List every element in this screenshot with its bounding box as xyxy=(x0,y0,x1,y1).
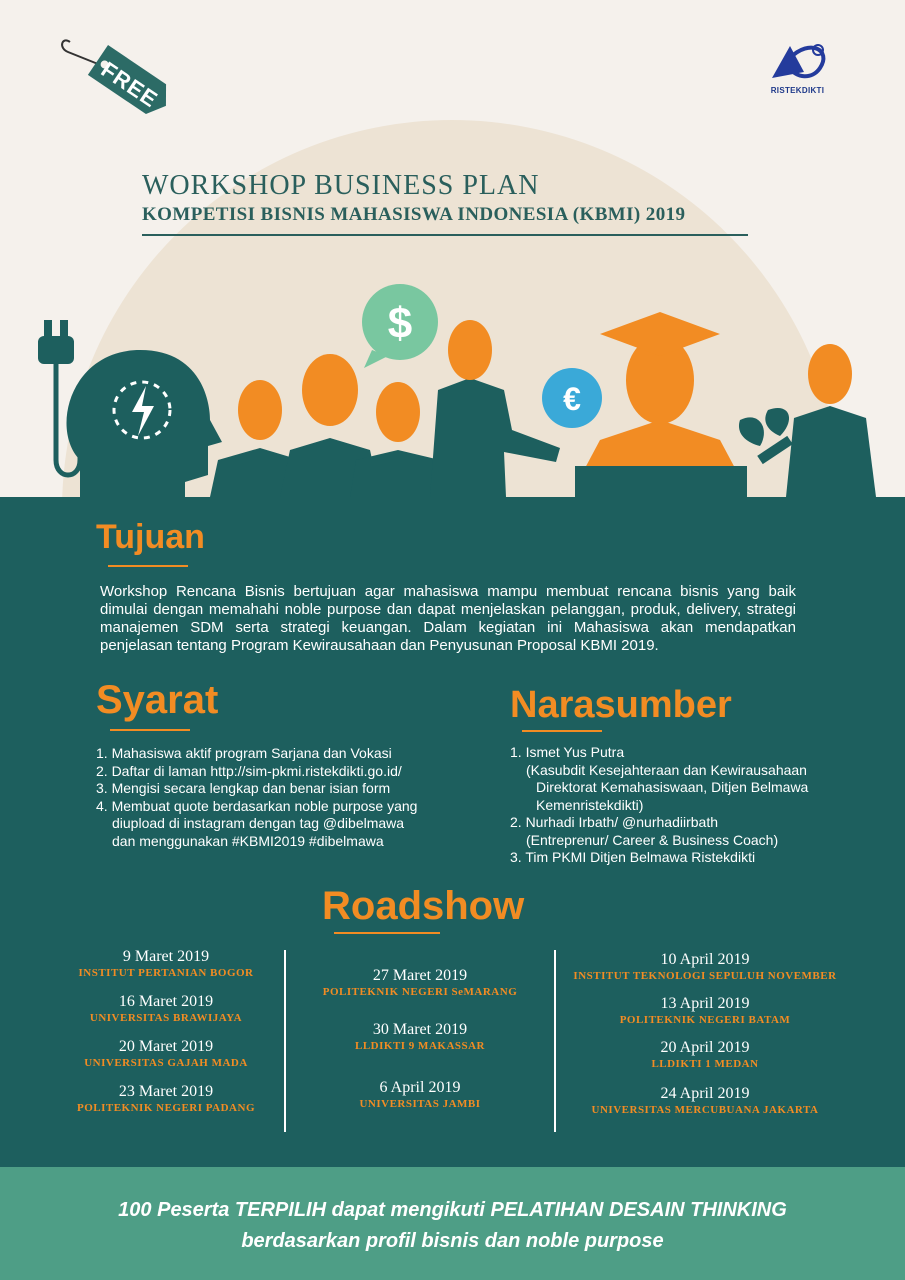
narasumber-item: (Kasubdit Kesejahteraan dan Kewirausahaan xyxy=(526,761,807,778)
syarat-item: 1. Mahasiswa aktif program Sarjana dan Vokasi xyxy=(96,745,392,761)
narasumber-heading: Narasumber xyxy=(510,684,732,726)
roadshow-date: 9 Maret 2019 xyxy=(122,948,210,965)
syarat-item: diupload di instagram dengan tag @dibelmawa xyxy=(112,815,405,831)
tujuan-text: Workshop Rencana Bisnis bertujuan agar mahasiswa mampu membuat rencana bisnis yang baik dimulai dengan memahahi noble purpose dan dapat menjelaskan pelanggan, produk, delivery, strategi manajemen SDM serta strategi keuangan. Dalam kegiatan ini Mahasiswa akan mendapatkan penjelasan tentang Program Kewirausahaan dan Penyusunan Proposal KBMI 2019. xyxy=(100,583,796,654)
syarat-heading: Syarat xyxy=(96,678,219,722)
narasumber-item: 1. Ismet Yus Putra xyxy=(510,744,625,760)
narasumber-item: Direktorat Kemahasiswaan, Ditjen Belmawa xyxy=(536,779,809,795)
roadshow-place: LLDIKTI 9 MAKASSAR xyxy=(354,1040,486,1052)
narasumber-underline xyxy=(522,730,602,732)
roadshow-entry xyxy=(570,1085,840,1130)
roadshow-entry xyxy=(56,1038,276,1083)
roadshow-entry xyxy=(300,1021,540,1079)
tujuan-heading: Tujuan xyxy=(96,518,205,556)
business-people-illustration xyxy=(0,270,905,497)
roadshow-entry xyxy=(570,995,840,1039)
dollar-symbol: $ xyxy=(387,299,413,348)
page-subtitle: KOMPETISI BISNIS MAHASISWA INDONESIA (KBMI) 2019 xyxy=(142,204,686,225)
roadshow-date: 23 Maret 2019 xyxy=(118,1083,214,1100)
footer-line-2: berdasarkan profil bisnis dan noble purpose xyxy=(241,1230,664,1252)
roadshow-date: 13 April 2019 xyxy=(660,995,750,1012)
roadshow-date: 24 April 2019 xyxy=(660,1085,750,1102)
page-title: WORKSHOP BUSINESS PLAN xyxy=(142,170,540,201)
roadshow-entry xyxy=(570,951,840,995)
roadshow-entry xyxy=(56,948,276,993)
narasumber-item: 2. Nurhadi Irbath/ @nurhadiirbath xyxy=(510,814,718,830)
roadshow-entry xyxy=(300,967,540,1021)
footer-line-1: 100 Peserta TERPILIH dapat mengikuti PELATIHAN DESAIN THINKING xyxy=(118,1199,787,1221)
roadshow-entry xyxy=(56,1083,276,1128)
roadshow-date: 16 Maret 2019 xyxy=(118,993,214,1010)
roadshow-date: 27 Maret 2019 xyxy=(372,967,468,984)
roadshow-divider xyxy=(284,950,286,1132)
roadshow-entry xyxy=(56,993,276,1038)
roadshow-column-1 xyxy=(56,948,276,1128)
syarat-underline xyxy=(110,729,190,731)
logo-text: RISTEKDIKTI xyxy=(770,86,825,95)
roadshow-column-2 xyxy=(300,967,540,1124)
roadshow-date: 20 Maret 2019 xyxy=(118,1038,214,1055)
header-area xyxy=(0,0,905,497)
roadshow-date: 10 April 2019 xyxy=(660,951,750,968)
roadshow-place: UNIVERSITAS MERCUBUANA JAKARTA xyxy=(591,1104,819,1116)
roadshow-place: UNIVERSITAS GAJAH MADA xyxy=(84,1057,248,1069)
roadshow-column-3 xyxy=(570,951,840,1130)
roadshow-place: INSTITUT PERTANIAN BOGOR xyxy=(78,967,254,979)
syarat-item: 2. Daftar di laman http://sim-pkmi.ristekdikti.go.id/ xyxy=(96,762,402,779)
roadshow-entry xyxy=(300,1079,540,1124)
syarat-item: 3. Mengisi secara lengkap dan benar isian form xyxy=(96,780,391,796)
title-block xyxy=(142,170,752,236)
narasumber-list xyxy=(510,744,870,867)
roadshow-place: POLITEKNIK NEGERI BATAM xyxy=(619,1014,791,1026)
roadshow-date: 20 April 2019 xyxy=(660,1039,750,1056)
roadshow-place: INSTITUT TEKNOLOGI SEPULUH NOVEMBER xyxy=(573,970,837,982)
roadshow-heading: Roadshow xyxy=(322,884,525,928)
roadshow-place: UNIVERSITAS JAMBI xyxy=(359,1098,481,1110)
tujuan-underline xyxy=(108,565,188,567)
roadshow-place: POLITEKNIK NEGERI PADANG xyxy=(76,1102,256,1114)
roadshow-place: UNIVERSITAS BRAWIJAYA xyxy=(89,1012,243,1024)
roadshow-divider xyxy=(554,950,556,1132)
roadshow-underline xyxy=(334,932,440,934)
syarat-item: dan menggunakan #KBMI2019 #dibelmawa xyxy=(112,832,384,849)
syarat-item: 4. Membuat quote berdasarkan noble purpose yang xyxy=(96,797,418,814)
narasumber-item: (Entreprenur/ Career & Business Coach) xyxy=(526,831,779,848)
narasumber-item: 3. Tim PKMI Ditjen Belmawa Ristekdikti xyxy=(510,849,756,865)
syarat-list xyxy=(96,745,476,850)
roadshow-entry xyxy=(570,1039,840,1085)
title-divider xyxy=(142,234,748,236)
euro-symbol: € xyxy=(563,381,581,417)
free-label: FREE xyxy=(96,56,163,113)
roadshow-date: 6 April 2019 xyxy=(379,1079,461,1096)
roadshow-place: LLDIKTI 1 MEDAN xyxy=(651,1058,759,1070)
footer-banner xyxy=(0,1167,905,1280)
roadshow-date: 30 Maret 2019 xyxy=(372,1021,468,1038)
roadshow-place: POLITEKNIK NEGERI SeMARANG xyxy=(322,986,518,998)
narasumber-item: Kemenristekdikti) xyxy=(536,796,644,813)
